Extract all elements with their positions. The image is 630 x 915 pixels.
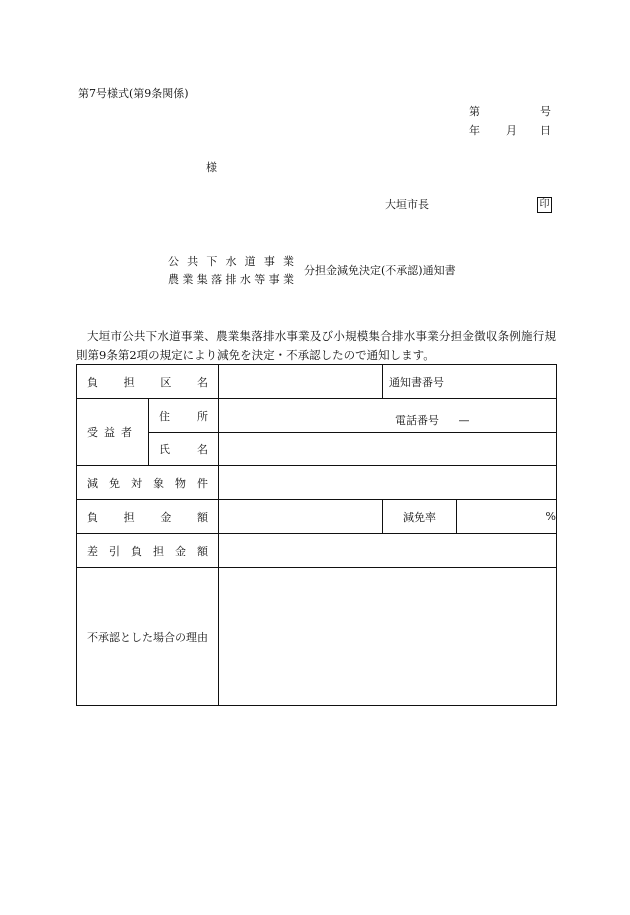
notice-body: 大垣市公共下水道事業、農業集落排水事業及び小規模集合排水事業分担金徴収条例施行規則第9条第2項の規定により減免を決定・不承認したので通知します。: [76, 329, 556, 362]
document-title: 分担金減免決定(不承認)通知書: [304, 264, 456, 277]
value-exemption-property[interactable]: [219, 466, 557, 500]
value-burden-area[interactable]: [219, 365, 383, 399]
row-reason: [77, 568, 557, 706]
title-line-2: 農業集落排水等事業: [168, 273, 294, 286]
seal-mark: 印: [537, 197, 552, 213]
label-net-burden: 差引負担金額: [87, 544, 208, 558]
value-reason[interactable]: [219, 568, 557, 706]
addressee-suffix: 様: [206, 161, 217, 174]
row-burden-amount: [77, 500, 557, 534]
title-line-1: 公共下水道事業: [168, 255, 294, 268]
notice-number-cell[interactable]: [383, 365, 557, 399]
notice-table: [76, 364, 557, 706]
phone-dash: —: [458, 414, 470, 427]
label-address: 住所: [159, 409, 208, 423]
value-burden-amount[interactable]: [219, 500, 383, 534]
label-name: 氏名: [159, 443, 208, 456]
label-exemption-property: 減免対象物件: [87, 476, 208, 490]
row-exemption-property: [77, 466, 557, 500]
date-day: 日: [540, 124, 551, 137]
label-burden-amount: 負担金額: [87, 510, 208, 524]
issuer-name: 大垣市長: [385, 198, 429, 211]
row-burden-area: [77, 365, 557, 399]
row-net-burden: [77, 534, 557, 568]
label-exemption-rate: 減免率: [383, 500, 457, 534]
label-reason: 不承認とした場合の理由: [77, 568, 219, 706]
label-phone: 電話番号: [395, 414, 439, 427]
label-beneficiary: 受益者: [77, 399, 149, 466]
row-name: [77, 433, 557, 466]
percent-sign: %: [545, 510, 556, 523]
value-net-burden[interactable]: [219, 534, 557, 568]
doc-number-dai: 第: [469, 105, 480, 118]
value-exemption-rate[interactable]: [457, 500, 557, 534]
label-notice-number: 通知書番号: [389, 375, 444, 389]
title-block: [168, 253, 294, 289]
date-month: 月: [506, 124, 517, 137]
form-number: 第7号様式(第9条関係): [78, 87, 189, 100]
label-burden-area: 負担区名: [87, 375, 208, 389]
row-address: [77, 399, 557, 433]
doc-number-go: 号: [540, 105, 551, 118]
value-address[interactable]: [219, 399, 557, 433]
date-year: 年: [469, 124, 480, 137]
value-name[interactable]: [219, 433, 557, 466]
